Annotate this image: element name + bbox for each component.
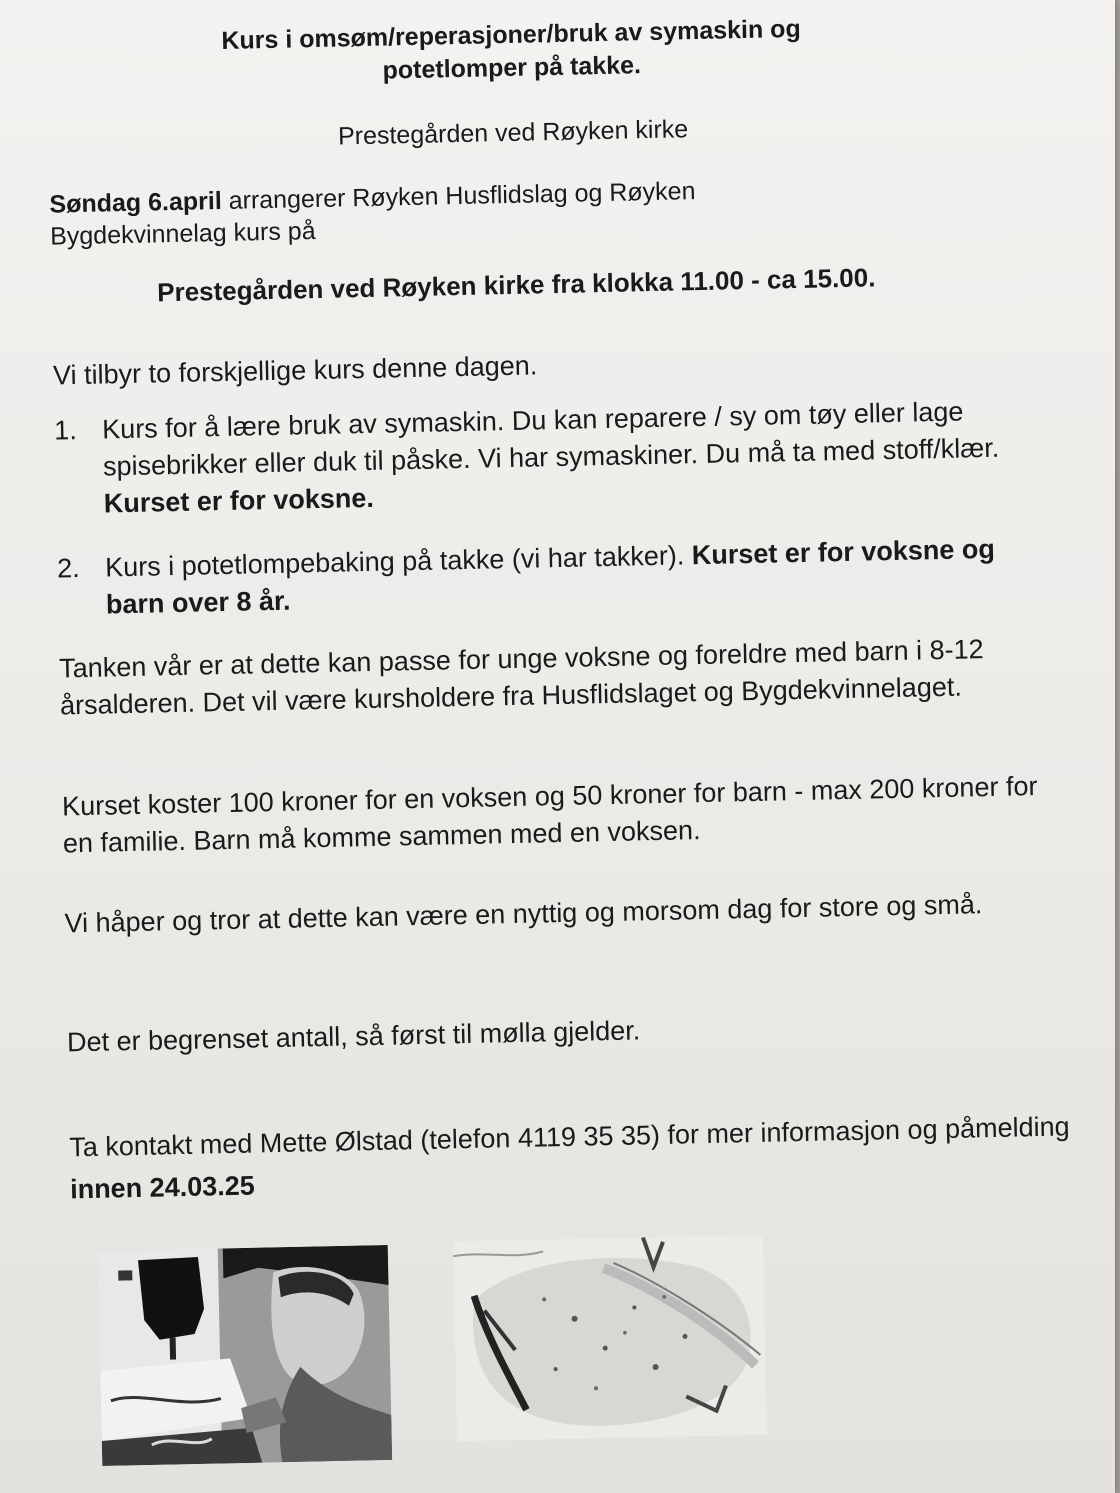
deadline: innen 24.03.25 (69, 1170, 256, 1205)
course-audience: Kurset er for voksne. (103, 482, 375, 519)
course-text: Kurs for å lære bruk av symaskin. Du kan reparere / sy om tøy eller lage spisebrikker eller duk til påske. Vi har symaskiner. Du må ta med stoff/klær. (101, 396, 1000, 482)
thought-paragraph: Tanken vår er at dette kan passe for unge voksne og foreldre med barn i 8-12 årsalderen. Det vil være kursholdere fra Husflidslaget og Bygdekvinnelaget. (58, 634, 984, 721)
title-line-2: potetlomper på takke. (382, 51, 642, 85)
list-number: 1. (53, 415, 78, 446)
list-number: 2. (56, 553, 80, 584)
limited-paragraph: Det er begrenset antall, så først til mølla gjelder. (66, 1015, 641, 1058)
course-text: Kurs i potetlompebaking på takke (vi har takker). (104, 540, 693, 583)
time-place: Prestegården ved Røyken kirke fra klokka 11.00 - ca 15.00. (156, 262, 876, 308)
location-heading: Prestegården ved Røyken kirke (337, 115, 689, 151)
list-item (56, 530, 1017, 620)
potato-flatbread-photo-icon (453, 1235, 767, 1441)
course-audience: Kurset er for voksne og barn over 8 år. (105, 533, 996, 620)
course-description (102, 393, 1004, 523)
offer-text: Vi tilbyr to forskjellige kurs denne dagen. (52, 350, 538, 391)
intro-paragraph (49, 173, 810, 253)
sewing-photo-icon (98, 1245, 392, 1466)
title-line-1: Kurs i omsøm/reperasjoner/bruk av symaskin og (221, 14, 801, 55)
hope-paragraph: Vi håper og tror at dette kan være en nyttig og morsom dag for store og små. (64, 889, 983, 939)
intro-text: arrangerer Røyken Husflidslag og Røyken Bygdekvinnelag kurs på (49, 177, 696, 251)
price-paragraph: Kurset koster 100 kroner for en voksen og 50 kroner for barn - max 200 kroner for en familie. Barn må komme sammen med en voksen. (61, 771, 1038, 859)
list-item (53, 392, 1014, 519)
course-description (105, 531, 1006, 624)
document-title (166, 12, 857, 92)
contact-text: Ta kontakt med Mette Ølstad (telefon 4119 35 35) for mer informasjon og påmelding (68, 1111, 1070, 1163)
contact-paragraph (69, 1104, 1120, 1210)
event-date: Søndag 6.april (49, 186, 223, 219)
